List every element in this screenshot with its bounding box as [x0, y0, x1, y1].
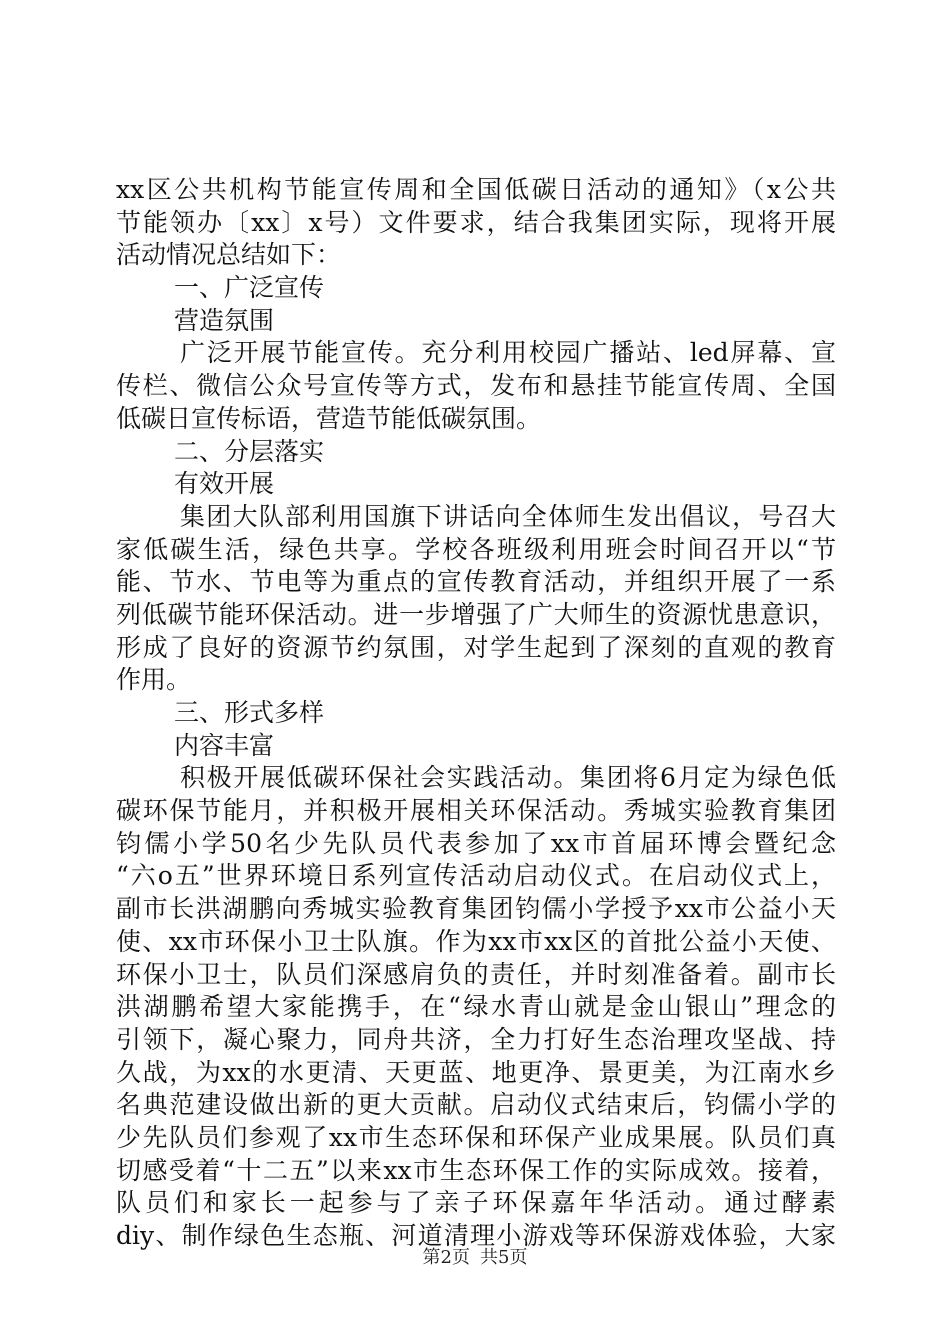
text-line: 内容丰富 — [174, 730, 275, 760]
text-line: 洪湖鹏希望大家能携手，在“绿水青山就是金山银山”理念的 — [116, 992, 836, 1022]
text-line: 集团大队部利用国旗下讲话向全体师生发出倡议，号召大 — [180, 501, 836, 531]
text-line: 有效开展 — [174, 469, 275, 499]
text-line: 传栏、微信公众号宣传等方式，发布和悬挂节能宣传周、全国 — [116, 371, 836, 401]
text-line: 营造氛围 — [174, 305, 275, 335]
text-line: 队员们和家长一起参与了亲子环保嘉年华活动。通过酵素 — [116, 1188, 836, 1218]
text-line: 使、xx市环保小卫士队旗。作为xx市xx区的首批公益小天使、 — [116, 926, 836, 956]
text-line: 广泛开展节能宣传。充分利用校园广播站、led屏幕、宣 — [180, 338, 836, 368]
text-line: 积极开展低碳环保社会实践活动。集团将6月定为绿色低 — [180, 763, 836, 793]
text-line: 能、节水、节电等为重点的宣传教育活动，并组织开展了一系 — [116, 567, 836, 597]
text-line: 低碳日宣传标语，营造节能低碳氛围。 — [116, 403, 542, 433]
text-line: 二、分层落实 — [174, 436, 325, 466]
document-body — [116, 174, 836, 1253]
text-line: 碳环保节能月，并积极开展相关环保活动。秀城实验教育集团 — [116, 796, 836, 826]
text-line: 少先队员们参观了xx市生态环保和环保产业成果展。队员们真 — [116, 1122, 836, 1152]
text-line: xx区公共机构节能宣传周和全国低碳日活动的通知》（x公共 — [116, 175, 836, 204]
text-line: 形成了良好的资源节约氛围，对学生起到了深刻的直观的教育 — [116, 632, 836, 662]
text-line: 引领下，凝心聚力，同舟共济，全力打好生态治理攻坚战、持 — [116, 1024, 836, 1054]
text-line: diy、制作绿色生态瓶、河道清理小游戏等环保游戏体验，大家 — [116, 1221, 836, 1250]
text-line: 切感受着“十二五”以来xx市生态环保工作的实际成效。接着， — [116, 1155, 836, 1185]
text-line: 列低碳节能环保活动。进一步增强了广大师生的资源忧患意识， — [116, 599, 836, 629]
text-line: 久战，为xx的水更清、天更蓝、地更净、景更美，为江南水乡 — [116, 1057, 836, 1087]
text-line: 一、广泛宣传 — [174, 273, 325, 303]
text-line: “六o五”世界环境日系列宣传活动启动仪式。在启动仪式上， — [116, 861, 836, 891]
text-line: 作用。 — [116, 665, 192, 695]
text-line: 三、形式多样 — [174, 698, 325, 727]
text-line: 家低碳生活，绿色共享。学校各班级利用班会时间召开以“节 — [116, 534, 836, 564]
text-line: 环保小卫士，队员们深感肩负的责任，并时刻准备着。副市长 — [116, 959, 836, 989]
page-total: 共5页 — [480, 1247, 528, 1268]
page-footer — [0, 1246, 950, 1270]
text-line: 副市长洪湖鹏向秀城实验教育集团钧儒小学授予xx市公益小天 — [116, 894, 836, 924]
text-line: 钧儒小学50名少先队员代表参加了xx市首届环博会暨纪念 — [116, 828, 836, 858]
page-number: 第2页 — [422, 1247, 470, 1268]
text-line: 节能领办〔xx〕x号）文件要求，结合我集团实际，现将开展 — [116, 207, 836, 237]
text-line: 名典范建设做出新的更大贡献。启动仪式结束后，钧儒小学的 — [116, 1090, 836, 1120]
text-line: 活动情况总结如下： — [116, 240, 342, 270]
